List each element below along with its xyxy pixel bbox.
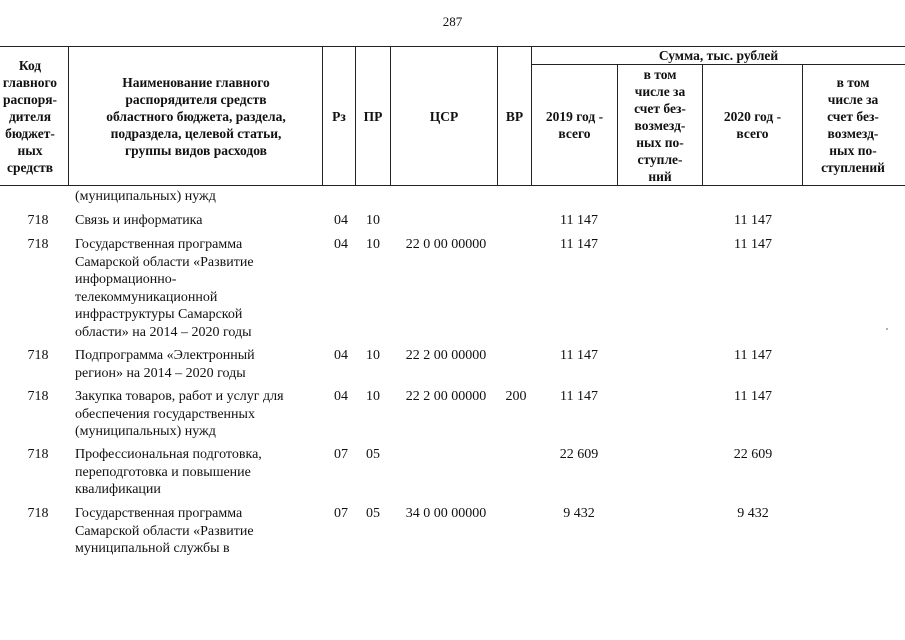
header-bottom-rule (0, 185, 905, 186)
row-pr: 05 (366, 506, 380, 521)
row-pr: 10 (366, 389, 380, 404)
header-2020-total: 2020 год - всего (723, 109, 782, 141)
row-pr: 10 (366, 237, 380, 252)
row-sum-2020: 11 147 (734, 389, 772, 404)
header-code: Код главного распоря- дителя бюджет- ных средств (2, 57, 58, 175)
row-sum-2020: 9 432 (737, 506, 769, 521)
row-name: Государственная программа Самарской области «Развитие муниципальной службы в (75, 506, 254, 556)
row-csr: 34 0 00 00000 (405, 506, 487, 521)
row-rz: 04 (334, 237, 348, 252)
row-code: 718 (27, 447, 49, 462)
row-pr: 10 (366, 213, 380, 228)
row-sum-2019: 11 147 (560, 348, 598, 363)
header-name: Наименование главного распорядителя средств областного бюджета, раздела, подраздела, целевой статьи, группы видов расходов (106, 74, 286, 158)
row-csr: 22 2 00 00000 (405, 389, 487, 404)
row-sum-2019: 11 147 (560, 213, 598, 228)
header-2019-free: в том числе за счет без- возмезд- ных по- ступле- ний (634, 66, 686, 184)
row-rz: 04 (334, 213, 348, 228)
page-number: 287 (442, 14, 463, 29)
row-code: 718 (27, 237, 49, 252)
row-vr: 200 (505, 389, 527, 404)
row-sum-2019: 9 432 (563, 506, 595, 521)
header-2019-total: 2019 год - всего (545, 109, 604, 141)
row-pr: 05 (366, 447, 380, 462)
row-name: Профессиональная подготовка, переподготовка и повышение квалификации (75, 447, 262, 497)
header-rz: Рз (332, 108, 346, 124)
row-sum-2019: 11 147 (560, 389, 598, 404)
continuation-text: (муниципальных) нужд (75, 189, 216, 204)
row-rz: 04 (334, 389, 348, 404)
divider-code (68, 46, 69, 186)
row-sum-2020: 11 147 (734, 237, 772, 252)
row-rz: 07 (334, 447, 348, 462)
row-csr: 22 0 00 00000 (405, 237, 487, 252)
row-rz: 04 (334, 348, 348, 363)
row-name: Государственная программа Самарской области «Развитие информационно- телекоммуникационной инфраструктуры Самарской области» на 2014 – 2020 годы (75, 237, 254, 340)
row-csr: 22 2 00 00000 (405, 348, 487, 363)
header-2020-free: в том числе за счет без- возмезд- ных по- ступлений (821, 75, 885, 175)
row-sum-2020: 11 147 (734, 213, 772, 228)
header-vr: ВР (505, 108, 524, 124)
row-name: Связь и информатика (75, 213, 203, 228)
header-csr: ЦСР (429, 108, 459, 124)
row-name: Закупка товаров, работ и услуг для обеспечения государственных (муниципальных) нужд (75, 389, 284, 439)
row-name: Подпрограмма «Электронный регион» на 2014 – 2020 годы (75, 348, 255, 381)
row-code: 718 (27, 389, 49, 404)
row-pr: 10 (366, 348, 380, 363)
row-code: 718 (27, 213, 49, 228)
row-code: 718 (27, 348, 49, 363)
header-sum: Сумма, тыс. рублей (658, 47, 779, 63)
row-rz: 07 (334, 506, 348, 521)
table-header (0, 46, 905, 186)
row-sum-2019: 22 609 (559, 447, 599, 462)
row-sum-2019: 11 147 (560, 237, 598, 252)
row-code: 718 (27, 506, 49, 521)
scan-speck (886, 328, 888, 330)
row-sum-2020: 22 609 (733, 447, 773, 462)
header-pr: ПР (363, 108, 383, 124)
row-sum-2020: 11 147 (734, 348, 772, 363)
